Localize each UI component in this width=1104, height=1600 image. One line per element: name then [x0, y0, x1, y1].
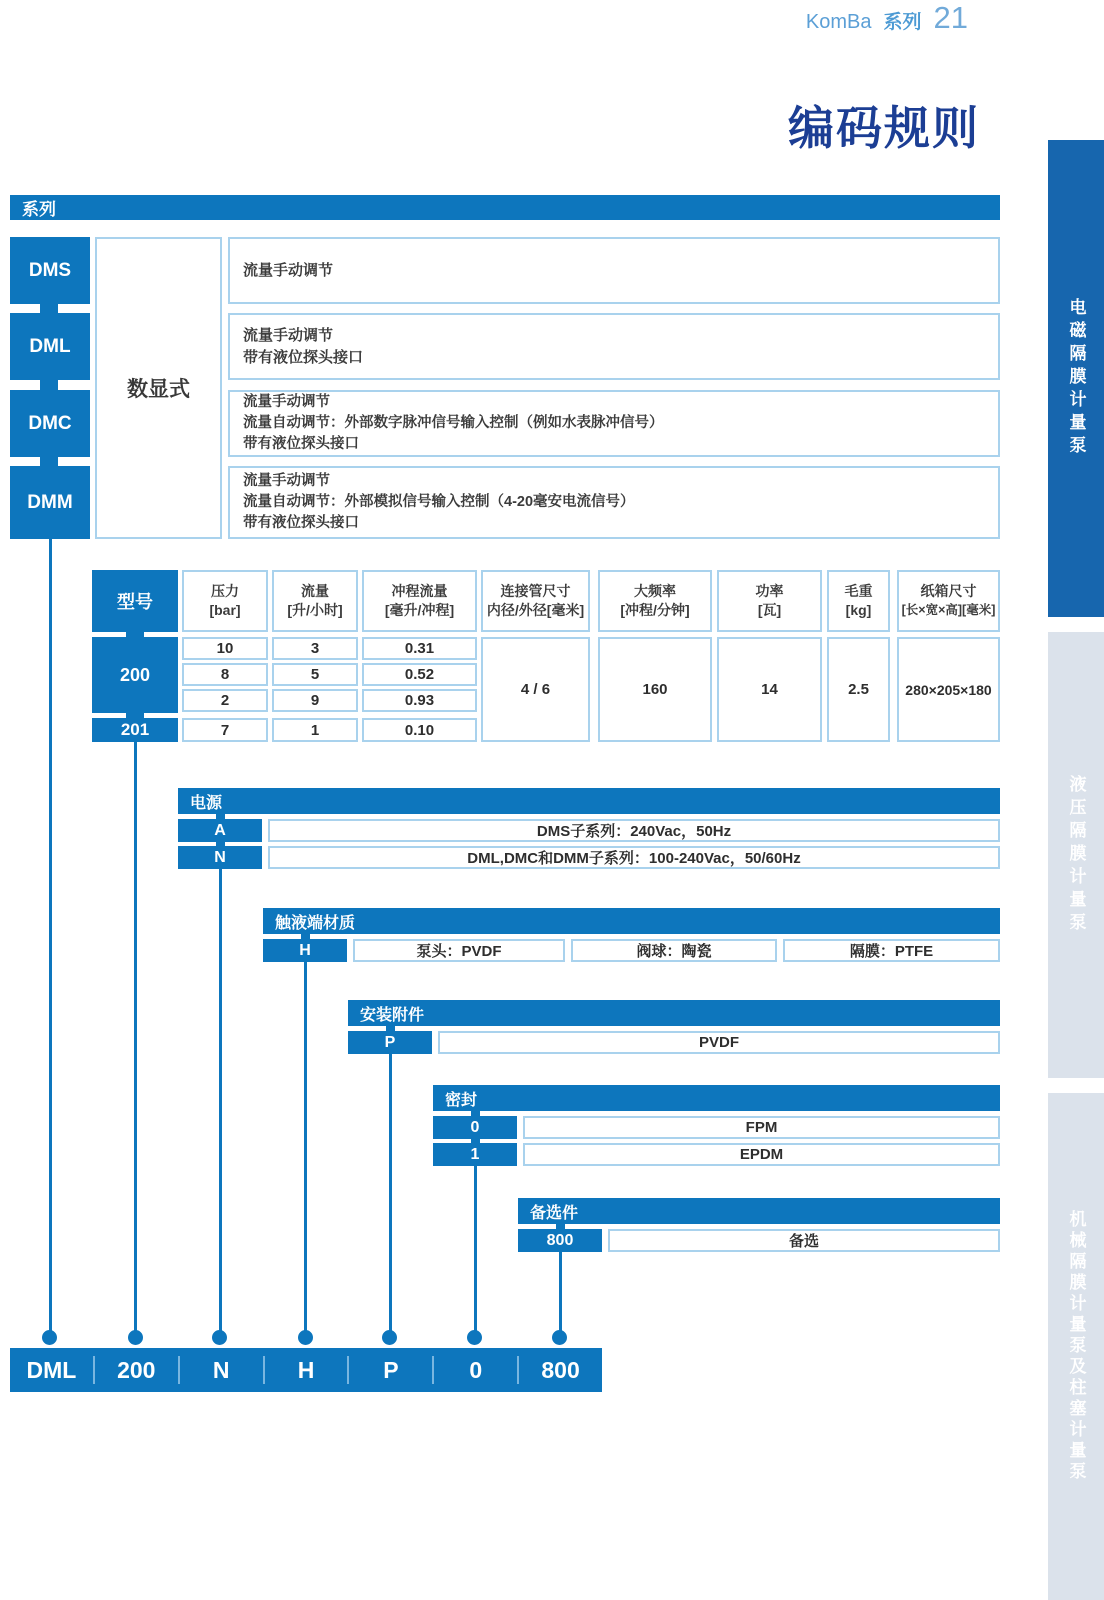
col-title: 毛重 [844, 583, 873, 599]
col-title: 功率 [755, 583, 784, 599]
series-key-dmc: DMC [10, 390, 90, 457]
connector-notch [40, 304, 58, 313]
series-header-label: 系列 [22, 200, 56, 219]
code-segment-options: 800 [541, 1356, 580, 1383]
spec-cell: 7 [182, 718, 268, 742]
seal-value-0: FPM [523, 1116, 1000, 1139]
spec-col-frequency [598, 570, 712, 632]
series-key-dms: DMS [10, 237, 90, 304]
connector-line [49, 539, 52, 1332]
options-header-bar [518, 1198, 1000, 1224]
desc-line: 流量手动调节 [243, 326, 334, 344]
spec-shared-carton: 280×205×180 [897, 637, 1000, 742]
side-tab-mechanical-diaphragm-plunger-pumps: 机械隔膜计量泵及柱塞计量泵 [1048, 1093, 1104, 1600]
wetted-cell-diaphragm: 隔膜：PTFE [783, 939, 1000, 962]
spec-shared-pipe: 4 / 6 [481, 637, 590, 742]
spec-shared-weight: 2.5 [827, 637, 890, 742]
spec-cell: 0.52 [362, 663, 477, 686]
connector-line [304, 962, 307, 1332]
code-segment-series: DML [26, 1356, 77, 1383]
mounting-header-bar [348, 1000, 1000, 1026]
connector-dot [552, 1330, 567, 1345]
wetted-cell-valveball: 阀球：陶瓷 [571, 939, 777, 962]
col-unit: [bar] [209, 602, 241, 618]
options-value: 备选 [608, 1229, 1000, 1252]
power-value-n: DML,DMC和DMM子系列：100-240Vac，50/60Hz [268, 846, 1000, 869]
page-header [0, 0, 968, 36]
power-header-label: 电源 [190, 794, 223, 812]
spec-col-stroke [362, 570, 477, 632]
connector-dot [212, 1330, 227, 1345]
mounting-value: PVDF [438, 1031, 1000, 1054]
spec-model-header: 型号 [92, 570, 178, 632]
power-key-n: N [178, 846, 262, 869]
wetted-header-bar [263, 908, 1000, 934]
wetted-key-h: H [263, 939, 347, 962]
spec-cell: 9 [272, 689, 358, 712]
spec-shared-frequency: 160 [598, 637, 712, 742]
page-title: 编码规则 [788, 102, 980, 154]
brand-suffix: 系列 [883, 12, 922, 33]
spec-col-carton [897, 570, 1000, 632]
mounting-header-label: 安装附件 [360, 1006, 425, 1024]
spec-col-pipe [481, 570, 590, 632]
connector-dot [382, 1330, 397, 1345]
side-tab-hydraulic-diaphragm-pumps: 液压隔膜计量泵 [1048, 632, 1104, 1078]
connector-line [559, 1252, 562, 1332]
connector-notch [40, 380, 58, 390]
code-segment-mounting: P [383, 1356, 399, 1383]
code-segment-seal: 0 [469, 1356, 483, 1383]
power-header-bar [178, 788, 1000, 814]
code-segment-wetted: H [297, 1356, 315, 1383]
options-key-800: 800 [518, 1229, 602, 1252]
seal-value-1: EPDM [523, 1143, 1000, 1166]
code-segment-power: N [212, 1356, 230, 1383]
display-type-box: 数显式 [95, 237, 222, 539]
spec-cell: 0.93 [362, 689, 477, 712]
col-title: 大频率 [634, 583, 676, 599]
options-header-label: 备选件 [530, 1204, 579, 1222]
desc-line: 带有液位探头接口 [243, 348, 364, 366]
series-desc-dmc [228, 390, 1000, 457]
seal-header-bar [433, 1085, 1000, 1111]
spec-col-weight [827, 570, 890, 632]
col-unit: [kg] [845, 602, 872, 618]
spec-col-pressure [182, 570, 268, 632]
power-value-a: DMS子系列：240Vac，50Hz [268, 819, 1000, 842]
desc-line: 流量手动调节 [243, 394, 330, 410]
desc-line: 流量自动调节：外部模拟信号输入控制（4-20毫安电流信号） [243, 494, 635, 510]
col-unit: [冲程/分钟] [620, 602, 690, 618]
desc-line: 流量手动调节 [243, 473, 330, 489]
connector-notch [40, 457, 58, 466]
connector-line [389, 1054, 392, 1332]
connector-dot [467, 1330, 482, 1345]
col-title: 连接管尺寸 [500, 583, 571, 599]
wetted-header-label: 触液端材质 [275, 914, 356, 932]
series-desc-dmm [228, 466, 1000, 539]
spec-cell: 0.10 [362, 718, 477, 742]
col-unit: [毫升/冲程] [384, 602, 455, 618]
page-number: 21 [933, 0, 968, 35]
code-bar [10, 1348, 602, 1392]
seal-key-0: 0 [433, 1116, 517, 1139]
desc-line: 带有液位探头接口 [243, 436, 359, 452]
col-title: 压力 [211, 583, 239, 599]
brand-name: KomBa [805, 11, 872, 33]
connector-line [474, 1166, 477, 1332]
desc-line: 带有液位探头接口 [243, 515, 359, 531]
col-title: 冲程流量 [391, 583, 448, 599]
connector-dot [128, 1330, 143, 1345]
side-tab-solenoid-diaphragm-pumps: 电磁隔膜计量泵 [1048, 140, 1104, 617]
desc-line: 流量手动调节 [243, 261, 334, 279]
series-desc-dms [228, 237, 1000, 304]
connector-dot [298, 1330, 313, 1345]
spec-cell: 0.31 [362, 637, 477, 660]
code-segment-model: 200 [117, 1356, 156, 1383]
col-unit: [瓦] [757, 602, 782, 618]
seal-key-1: 1 [433, 1143, 517, 1166]
col-title: 纸箱尺寸 [920, 583, 977, 599]
connector-line [219, 869, 222, 1332]
spec-cell: 8 [182, 663, 268, 686]
spec-cell: 10 [182, 637, 268, 660]
spec-cell: 3 [272, 637, 358, 660]
spec-shared-power: 14 [717, 637, 822, 742]
series-header-bar [10, 195, 1000, 220]
col-unit: 内径/外径[毫米] [486, 602, 585, 618]
connector-dot [42, 1330, 57, 1345]
series-key-dmm: DMM [10, 466, 90, 539]
series-desc-dml [228, 313, 1000, 380]
wetted-cell-pumphead: 泵头：PVDF [353, 939, 565, 962]
series-key-dml: DML [10, 313, 90, 380]
spec-model-201: 201 [92, 718, 178, 742]
seal-header-label: 密封 [445, 1091, 478, 1109]
spec-cell: 5 [272, 663, 358, 686]
desc-line: 流量自动调节：外部数字脉冲信号输入控制（例如水表脉冲信号） [243, 415, 664, 431]
connector-line [134, 742, 137, 1332]
col-unit: [升/小时] [287, 602, 343, 618]
spec-cell: 1 [272, 718, 358, 742]
spec-model-200: 200 [92, 637, 178, 713]
col-unit: [长×宽×高][毫米] [901, 603, 996, 617]
mounting-key-p: P [348, 1031, 432, 1054]
col-title: 流量 [301, 583, 329, 599]
spec-cell: 2 [182, 689, 268, 712]
spec-col-flow [272, 570, 358, 632]
power-key-a: A [178, 819, 262, 842]
spec-col-power [717, 570, 822, 632]
